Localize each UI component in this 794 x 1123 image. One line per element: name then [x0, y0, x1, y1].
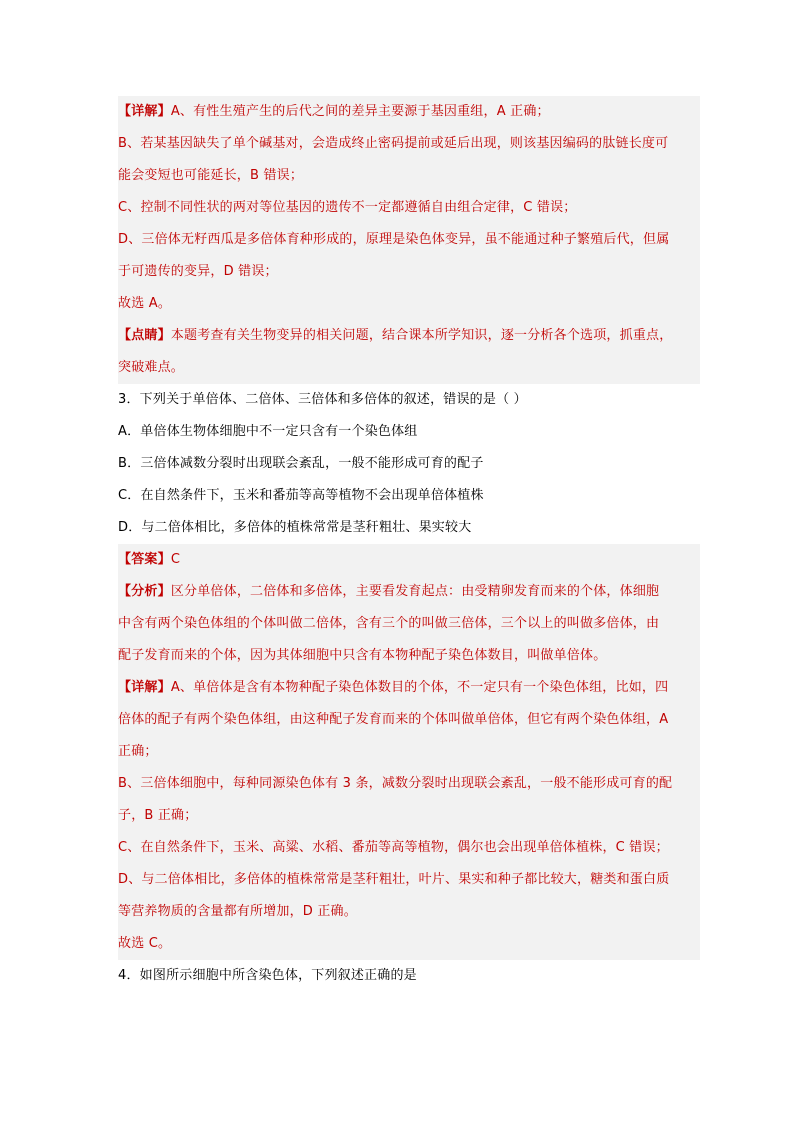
document-content [118, 96, 700, 992]
q3-option-c: C．在自然条件下，玉米和番茄等高等植物不会出现单倍体植株 [118, 488, 484, 503]
q3-analysis-line-2: 中含有两个染色体组的个体叫做二倍体，含有三个的叫做三倍体，三个以上的叫做多倍体，由 [118, 616, 660, 631]
q2-detail-line-5: D、三倍体无籽西瓜是多倍体育种形成的，原理是染色体变异，虽不能通过种子繁殖后代，但属 [118, 232, 670, 247]
analysis-tag: 【分析】 [118, 584, 171, 599]
q2-explanation-block [118, 96, 700, 384]
q3-option-a: A．单倍体生物体细胞中不一定只含有一个染色体组 [118, 424, 418, 439]
q2-detail-line-3: 能会变短也可能延长，B 错误； [118, 168, 304, 183]
q3-detail-line-4: B、三倍体细胞中，每种同源染色体有 3 条，减数分裂时出现联会紊乱，一般不能形成可育的配 [118, 776, 673, 791]
q3-detail-line-3: 正确； [118, 744, 158, 759]
comment-tag: 【点睛】 [118, 328, 171, 343]
detail-tag: 【详解】 [118, 680, 171, 695]
q3-analysis-line-1: 【分析】区分单倍体，二倍体和多倍体，主要看发育起点：由受精卵发育而来的个体，体细胞 [118, 584, 660, 599]
q3-detail-line-5: 子，B 正确； [118, 808, 198, 823]
q3-detail-line-2: 倍体的配子有两个染色体组，由这种配子发育而来的个体叫做单倍体，但它有两个染色体组，A [118, 712, 669, 727]
q3-conclusion: 故选 C。 [118, 936, 172, 951]
q3-option-b: B．三倍体减数分裂时出现联会紊乱，一般不能形成可育的配子 [118, 456, 484, 471]
answer-value: C [170, 552, 181, 567]
q2-detail-line-1: 【详解】A、有性生殖产生的后代之间的差异主要源于基因重组，A 正确； [118, 104, 550, 119]
q3-explanation-block [118, 544, 700, 960]
q2-detail-line-4: C、控制不同性状的两对等位基因的遗传不一定都遵循自由组合定律，C 错误； [118, 200, 577, 215]
q2-conclusion: 故选 A。 [118, 296, 172, 311]
answer-tag: 【答案】 [118, 552, 171, 567]
q3-detail-line-1: 【详解】A、单倍体是含有本物种配子染色体数目的个体，不一定只有一个染色体组，比如，四 [118, 680, 669, 695]
q3-analysis-line-3: 配子发育而来的个体，因为其体细胞中只含有本物种配子染色体数目，叫做单倍体。 [118, 648, 607, 663]
q4-stem: 4．如图所示细胞中所含染色体，下列叙述正确的是 [118, 968, 417, 983]
q2-detail-line-2: B、若某基因缺失了单个碱基对，会造成终止密码提前或延后出现，则该基因编码的肽链长度可 [118, 136, 669, 151]
detail-tag: 【详解】 [118, 104, 171, 119]
q3-detail-line-8: 等营养物质的含量都有所增加，D 正确。 [118, 904, 357, 919]
q3-stem: 3．下列关于单倍体、二倍体、三倍体和多倍体的叙述，错误的是（ ） [118, 392, 527, 407]
q2-comment-line-2: 突破难点。 [118, 360, 185, 375]
q2-comment-line-1: 【点睛】本题考查有关生物变异的相关问题，结合课本所学知识，逐一分析各个选项，抓重点， [118, 328, 673, 343]
q3-answer [118, 544, 700, 576]
q3-detail-line-6: C、在自然条件下，玉米、高粱、水稻、番茄等高等植物，偶尔也会出现单倍体植株，C 错误； [118, 840, 669, 855]
q2-detail-line-6: 于可遗传的变异，D 错误； [118, 264, 278, 279]
q3-option-d: D．与二倍体相比，多倍体的植株常常是茎秆粗壮、果实较大 [118, 520, 472, 535]
q3-detail-line-7: D、与二倍体相比，多倍体的植株常常是茎秆粗壮，叶片、果实和种子都比较大，糖类和蛋白质 [118, 872, 670, 887]
